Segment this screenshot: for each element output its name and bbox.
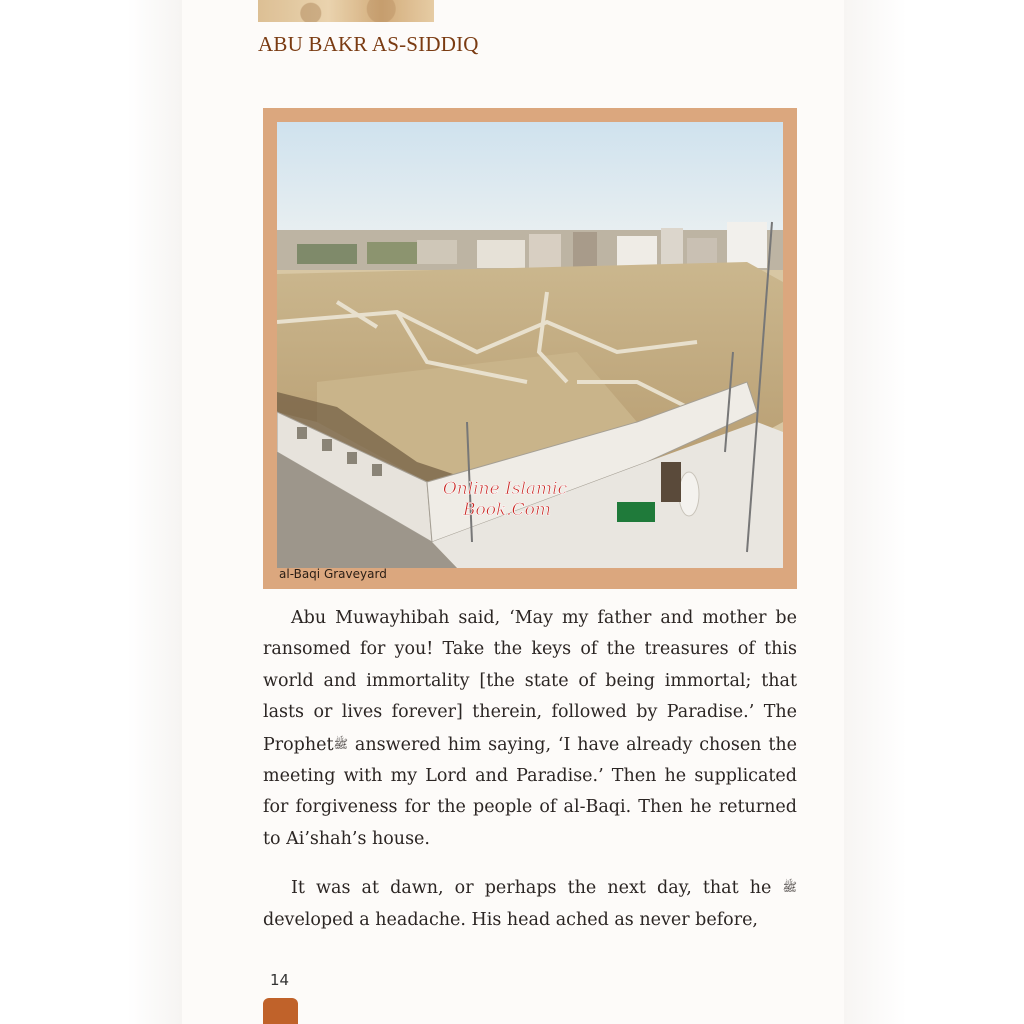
sky <box>277 122 783 237</box>
salutation-glyph: ﷺ <box>782 880 797 895</box>
body-text <box>263 603 797 936</box>
page-number: 14 <box>270 971 290 989</box>
running-header-title: ABU BAKR AS-SIDDIQ <box>258 32 479 56</box>
watermark-line2: Book.Com <box>462 500 552 520</box>
graveyard-photo <box>277 122 783 568</box>
paragraph-1-part-b: answered him saying, ‘I have already chosen the meeting with my Lord and Paradise.’ Then he supplicated for forgiveness for the people of al-Baqi. Then he returned to Ai’shah’s house. <box>263 734 797 849</box>
paragraph-2 <box>263 872 797 936</box>
green-structure <box>617 502 655 522</box>
left-margin <box>0 0 182 1024</box>
right-margin <box>844 0 1024 1024</box>
paragraph-2-part-a: It was at dawn, or perhaps the next day, that he <box>291 878 783 899</box>
paragraph-1 <box>263 603 797 855</box>
page-tab-decoration <box>263 998 298 1024</box>
photo-frame <box>263 108 797 589</box>
white-dome <box>679 472 699 516</box>
graveyard-illustration <box>277 122 783 568</box>
header-map-decoration <box>258 0 434 22</box>
watermark-line1: Online Islamic <box>442 479 568 499</box>
photo-caption: al-Baqi Graveyard <box>279 567 387 581</box>
paragraph-2-part-b: developed a headache. His head ached as never before, <box>263 909 758 930</box>
salutation-glyph: ﷺ <box>333 736 349 751</box>
paragraph-1-part-a: Abu Muwayhibah said, ‘May my father and mother be ransomed for you! Take the keys of the treasures of this world and immortality [the state of being immortal; that lasts or lives forever] therein, followed by Paradise.’ The Prophet <box>263 608 797 755</box>
gate <box>661 462 681 502</box>
